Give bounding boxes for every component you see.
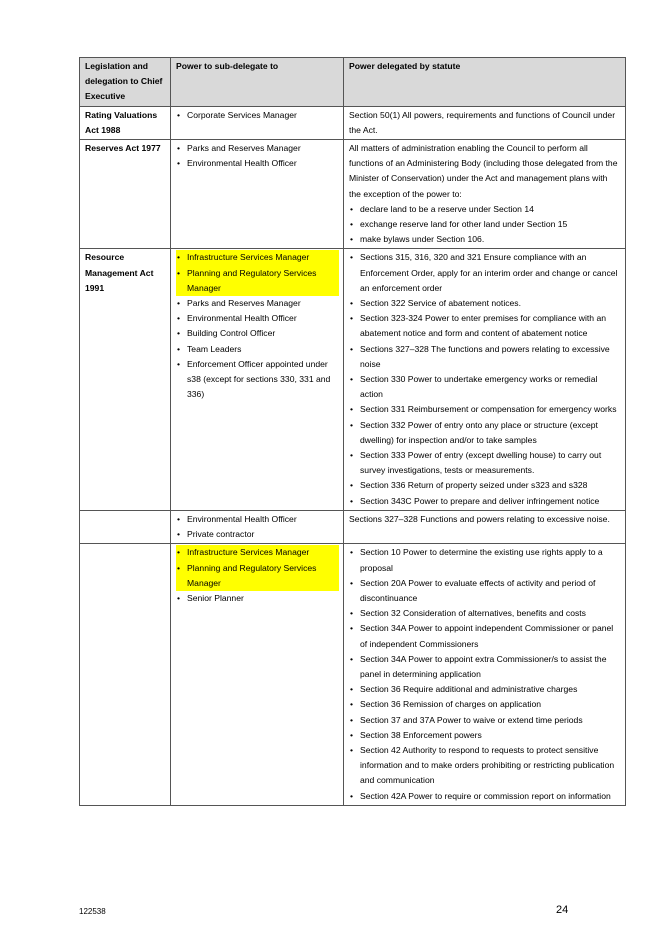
legislation-cell: Resource Management Act 1991: [80, 249, 171, 510]
subdelegate-cell: [171, 106, 344, 139]
statute-list: [349, 202, 621, 248]
header-legislation: Legislation and delegation to Chief Executive: [80, 58, 171, 107]
list-item: [176, 527, 339, 542]
subdelegate-text: Corporate Services Manager: [187, 109, 297, 120]
highlighted-list-item: [176, 250, 339, 265]
legislation-cell: Rating Valuations Act 1988: [80, 106, 171, 139]
statute-list-item: • Section 331 Reimbursement or compensation for emergency works: [349, 402, 621, 417]
subdelegate-text: Parks and Reserves Manager: [187, 143, 301, 154]
table-row: [80, 544, 626, 805]
statute-list-item: • Sections 315, 316, 320 and 321 Ensure compliance with an Enforcement Order, apply for an interim order and change or cancel an enforcement order: [349, 250, 621, 296]
statute-cell: [344, 544, 626, 805]
subdelegate-list: [176, 108, 339, 123]
statute-list-item: • Section 34A Power to appoint independent Commissioner or panel of independent Commissioners: [349, 621, 621, 651]
table-header-row: [80, 58, 626, 107]
statute-cell: [344, 140, 626, 249]
table-row: [80, 249, 626, 510]
subdelegate-text: Environmental Health Officer: [187, 513, 297, 524]
list-item: [176, 591, 339, 606]
statute-text: Sections 327–328 Functions and powers relating to excessive noise.: [349, 513, 610, 524]
footer-document-code: 122538: [79, 907, 106, 916]
subdelegate-list: [176, 545, 339, 606]
legislation-cell: Reserves Act 1977: [80, 140, 171, 249]
subdelegate-text: Environmental Health Officer: [187, 313, 297, 324]
statute-list-item: • Section 343C Power to prepare and deliver infringement notice: [349, 494, 621, 509]
subdelegate-text: Parks and Reserves Manager: [187, 298, 301, 309]
table-row: [80, 106, 626, 139]
subdelegate-cell: [171, 544, 344, 805]
header-subdelegate: Power to sub-delegate to: [171, 58, 344, 107]
subdelegate-text: Private contractor: [187, 529, 255, 540]
header-statute: Power delegated by statute: [344, 58, 626, 107]
list-item: [176, 342, 339, 357]
statute-list-item: • Section 336 Return of property seized under s323 and s328: [349, 478, 621, 493]
statute-cell: [344, 510, 626, 543]
highlighted-list-item: [176, 266, 339, 296]
statute-list-item: • Sections 327–328 The functions and powers relating to excessive noise: [349, 342, 621, 372]
statute-list: [349, 545, 621, 803]
statute-list-item: • make bylaws under Section 106.: [349, 232, 621, 247]
statute-list-item: • Section 10 Power to determine the existing use rights apply to a proposal: [349, 545, 621, 575]
list-item: [176, 108, 339, 123]
subdelegate-text: Enforcement Officer appointed under s38 (except for sections 330, 331 and 336): [187, 358, 331, 400]
highlighted-list-item: [176, 545, 339, 560]
statute-cell: [344, 106, 626, 139]
subdelegate-text: Infrastructure Services Manager: [187, 252, 310, 263]
statute-list-item: • Section 42A Power to require or commission report on information: [349, 789, 621, 804]
statute-list-item: • exchange reserve land for other land under Section 15: [349, 217, 621, 232]
subdelegate-text: Senior Planner: [187, 592, 244, 603]
list-item: [176, 326, 339, 341]
statute-list-item: • Section 322 Service of abatement notices.: [349, 296, 621, 311]
list-item: [176, 141, 339, 156]
statute-list-item: • Section 330 Power to undertake emergency works or remedial action: [349, 372, 621, 402]
subdelegate-cell: [171, 510, 344, 543]
subdelegate-text: Planning and Regulatory Services Manager: [187, 267, 317, 293]
statute-list-item: • Section 42 Authority to respond to requests to protect sensitive information and to make orders prohibiting or restricting publication and communication: [349, 743, 621, 789]
statute-list-item: • Section 34A Power to appoint extra Commissioner/s to assist the panel in determining application: [349, 652, 621, 682]
statute-list-item: • Section 36 Require additional and administrative charges: [349, 682, 621, 697]
list-item: [176, 311, 339, 326]
statute-list-item: • Section 32 Consideration of alternatives, benefits and costs: [349, 606, 621, 621]
table-row: [80, 140, 626, 249]
subdelegate-text: Planning and Regulatory Services Manager: [187, 562, 317, 588]
subdelegate-text: Infrastructure Services Manager: [187, 547, 310, 558]
subdelegate-list: [176, 141, 339, 171]
legislation-cell: [80, 510, 171, 543]
subdelegate-text: Building Control Officer: [187, 328, 276, 339]
statute-list-item: • Section 36 Remission of charges on application: [349, 697, 621, 712]
list-item: [176, 156, 339, 171]
statute-list: [349, 250, 621, 508]
statute-list-item: • Section 37 and 37A Power to waive or extend time periods: [349, 713, 621, 728]
list-item: [176, 296, 339, 311]
subdelegate-list: [176, 512, 339, 542]
subdelegate-text: Team Leaders: [187, 343, 242, 354]
delegation-table: [79, 57, 626, 806]
statute-cell: [344, 249, 626, 510]
statute-list-item: • Section 323-324 Power to enter premises for compliance with an abatement notice and form and content of abatement notice: [349, 311, 621, 341]
table-row: [80, 510, 626, 543]
subdelegate-cell: [171, 249, 344, 510]
list-item: [176, 512, 339, 527]
list-item: [176, 357, 339, 403]
subdelegate-list: [176, 250, 339, 402]
statute-text: Section 50(1) All powers, requirements and functions of Council under the Act.: [349, 109, 616, 135]
statute-list-item: • Section 333 Power of entry (except dwelling house) to carry out survey investigations, tests or measurements.: [349, 448, 621, 478]
statute-list-item: • declare land to be a reserve under Section 14: [349, 202, 621, 217]
statute-list-item: • Section 20A Power to evaluate effects of activity and period of discontinuance: [349, 576, 621, 606]
subdelegate-cell: [171, 140, 344, 249]
statute-list-item: • Section 332 Power of entry onto any place or structure (except dwelling) for inspection and/or to take samples: [349, 418, 621, 448]
statute-list-item: • Section 38 Enforcement powers: [349, 728, 621, 743]
legislation-cell: [80, 544, 171, 805]
highlighted-list-item: [176, 561, 339, 591]
statute-text: All matters of administration enabling the Council to perform all functions of an Administering Body (including those delegated from the Minister of Conservation) under the Act and management plans with the exception of the power to:: [349, 143, 618, 199]
subdelegate-text: Environmental Health Officer: [187, 158, 297, 169]
footer-page-number: 24: [556, 904, 569, 916]
